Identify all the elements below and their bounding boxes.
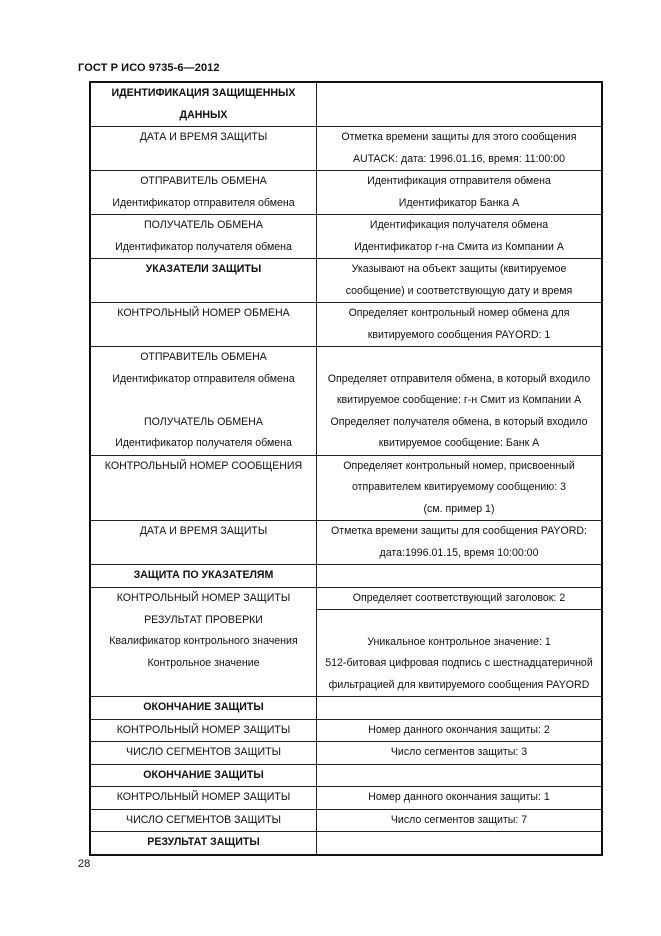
- right-cell: [317, 215, 603, 259]
- table-row: [90, 303, 602, 347]
- left-cell: [90, 742, 317, 765]
- table-row: [90, 259, 602, 303]
- cell-line: фильтрацией для квитируемого сообщения PAYORD: [328, 678, 590, 691]
- cell-line: РЕЗУЛЬТАТ ПРОВЕРКИ: [144, 613, 263, 626]
- left-cell: [90, 171, 317, 215]
- cell-line: Идентификатор г-на Смита из Компании А: [354, 240, 564, 253]
- cell-spacer: [93, 390, 314, 412]
- table-row: [90, 521, 602, 565]
- cell-line: Идентификатор получателя обмена: [115, 240, 292, 253]
- right-cell: [317, 127, 603, 171]
- cell-line: ОКОНЧАНИЕ ЗАЩИТЫ: [143, 768, 264, 781]
- cell-line: Квалификатор контрольного значения: [109, 635, 298, 647]
- table-row: [90, 832, 602, 855]
- left-cell: [90, 697, 317, 720]
- left-cell: [90, 127, 317, 171]
- left-cell: [90, 303, 317, 347]
- right-cell: [317, 697, 603, 720]
- left-cell: [90, 347, 317, 456]
- cell-line: ДАТА И ВРЕМЯ ЗАЩИТЫ: [139, 131, 268, 143]
- table-row: [90, 742, 602, 765]
- right-cell: [317, 82, 603, 127]
- cell-spacer: [319, 610, 599, 632]
- left-cell: [90, 587, 317, 610]
- right-cell: [317, 742, 603, 765]
- cell-line: Определяет контрольный номер обмена для: [348, 307, 570, 319]
- table-row: [90, 764, 602, 787]
- cell-line: Идентификация получателя обмена: [369, 219, 549, 231]
- table-row: [90, 455, 602, 521]
- left-cell: [90, 787, 317, 810]
- cell-line: ПОЛУЧАТЕЛЬ ОБМЕНА: [144, 415, 263, 428]
- cell-line: Идентификатор отправителя обмена: [112, 196, 295, 209]
- cell-line: Отметка времени защиты для сообщения PAYORD:: [331, 525, 587, 537]
- table-row: [90, 610, 602, 697]
- cell-line: отправителем квитируемому сообщению: 3: [351, 481, 566, 493]
- cell-line: Определяет отправителя обмена, в который входило: [327, 372, 591, 385]
- left-cell: [90, 809, 317, 832]
- cell-spacer: [319, 347, 599, 369]
- table-row: [90, 82, 602, 127]
- right-cell: [317, 259, 603, 303]
- cell-line: Определяет контрольный номер, присвоенный: [343, 459, 575, 472]
- cell-line: Номер данного окончания защиты: 2: [368, 723, 550, 736]
- right-cell: [317, 832, 603, 855]
- cell-line: Идентификатор Банка А: [398, 196, 520, 209]
- table-row: [90, 719, 602, 742]
- cell-line: 512-битовая цифровая подпись с шестнадцатеричной: [325, 657, 593, 669]
- cell-line: квитируемого сообщения PAYORD: 1: [367, 328, 551, 341]
- left-cell: [90, 82, 317, 127]
- left-cell: [90, 832, 317, 855]
- security-segments-table: [89, 81, 603, 856]
- cell-line: ЗАЩИТА ПО УКАЗАТЕЛЯМ: [133, 569, 274, 581]
- table-row: [90, 697, 602, 720]
- cell-line: Число сегментов защиты: 3: [390, 746, 528, 758]
- page-number: 28: [78, 858, 91, 870]
- cell-line: Идентификация отправителя обмена: [367, 175, 551, 187]
- right-cell: [317, 521, 603, 565]
- cell-line: Номер данного окончания защиты: 1: [368, 791, 550, 803]
- cell-line: Число сегментов защиты: 7: [390, 813, 528, 826]
- table-row: [90, 565, 602, 588]
- right-cell: [317, 809, 603, 832]
- table-row: [90, 215, 602, 259]
- left-cell: [90, 455, 317, 521]
- table-row: [90, 347, 602, 456]
- cell-line: дата:1996.01.15, время 10:00:00: [379, 546, 539, 559]
- left-cell: [90, 259, 317, 303]
- cell-line: ОТПРАВИТЕЛЬ ОБМЕНА: [140, 351, 267, 363]
- left-cell: [90, 215, 317, 259]
- right-cell: [317, 455, 603, 521]
- cell-line: КОНТРОЛЬНЫЙ НОМЕР ЗАЩИТЫ: [116, 791, 291, 803]
- cell-line: КОНТРОЛЬНЫЙ НОМЕР ЗАЩИТЫ: [116, 723, 291, 736]
- right-cell: [317, 610, 603, 697]
- cell-line: ИДЕНТИФИКАЦИЯ ЗАЩИЩЕННЫХ: [111, 87, 296, 99]
- right-cell: [317, 764, 603, 787]
- cell-line: УКАЗАТЕЛИ ЗАЩИТЫ: [145, 263, 262, 275]
- cell-line: квитируемое сообщение: Банк А: [378, 437, 540, 449]
- table-row: [90, 171, 602, 215]
- cell-line: Идентификатор получателя обмена: [115, 437, 292, 449]
- cell-line: ПОЛУЧАТЕЛЬ ОБМЕНА: [144, 219, 263, 231]
- cell-line: Уникальное контрольное значение: 1: [367, 635, 551, 648]
- right-cell: [317, 171, 603, 215]
- document-header: ГОСТ Р ИСО 9735-6—2012: [78, 62, 220, 74]
- cell-line: AUTACK: дата: 1996.01.16, время: 11:00:00: [352, 152, 566, 165]
- table-row: [90, 809, 602, 832]
- right-cell: [317, 303, 603, 347]
- table-row: [90, 787, 602, 810]
- cell-line: ОТПРАВИТЕЛЬ ОБМЕНА: [140, 175, 267, 187]
- cell-line: Контрольное значение: [147, 656, 260, 669]
- cell-line: Определяет соответствующий заголовок: 2: [352, 591, 566, 604]
- cell-line: КОНТРОЛЬНЫЙ НОМЕР ОБМЕНА: [117, 307, 290, 319]
- cell-line: квитируемое сообщение: г-н Смит из Компании А: [336, 394, 582, 406]
- left-cell: [90, 764, 317, 787]
- cell-line: КОНТРОЛЬНЫЙ НОМЕР ЗАЩИТЫ: [116, 591, 291, 604]
- table-row: [90, 127, 602, 171]
- cell-line: Указывают на объект защиты (квитируемое: [351, 263, 567, 275]
- right-cell: [317, 347, 603, 456]
- left-cell: [90, 610, 317, 697]
- left-cell: [90, 565, 317, 588]
- cell-line: ОКОНЧАНИЕ ЗАЩИТЫ: [143, 701, 264, 713]
- cell-line: ДАННЫХ: [179, 108, 228, 121]
- right-cell: [317, 719, 603, 742]
- cell-line: Определяет получателя обмена, в который входило: [330, 415, 588, 428]
- cell-line: РЕЗУЛЬТАТ ЗАЩИТЫ: [147, 836, 260, 848]
- cell-line: Отметка времени защиты для этого сообщения: [341, 131, 577, 143]
- right-cell: [317, 787, 603, 810]
- cell-line: ДАТА И ВРЕМЯ ЗАЩИТЫ: [139, 525, 268, 537]
- right-cell: [317, 565, 603, 588]
- cell-line: (см. пример 1): [423, 502, 495, 515]
- cell-line: сообщение) и соответствующую дату и время: [345, 284, 573, 297]
- cell-line: Идентификатор отправителя обмена: [112, 372, 295, 385]
- left-cell: [90, 521, 317, 565]
- cell-line: ЧИСЛО СЕГМЕНТОВ ЗАЩИТЫ: [126, 746, 281, 758]
- table-row: [90, 587, 602, 610]
- left-cell: [90, 719, 317, 742]
- right-cell: [317, 587, 603, 610]
- cell-line: КОНТРОЛЬНЫЙ НОМЕР СООБЩЕНИЯ: [104, 459, 303, 472]
- cell-line: ЧИСЛО СЕГМЕНТОВ ЗАЩИТЫ: [126, 813, 281, 826]
